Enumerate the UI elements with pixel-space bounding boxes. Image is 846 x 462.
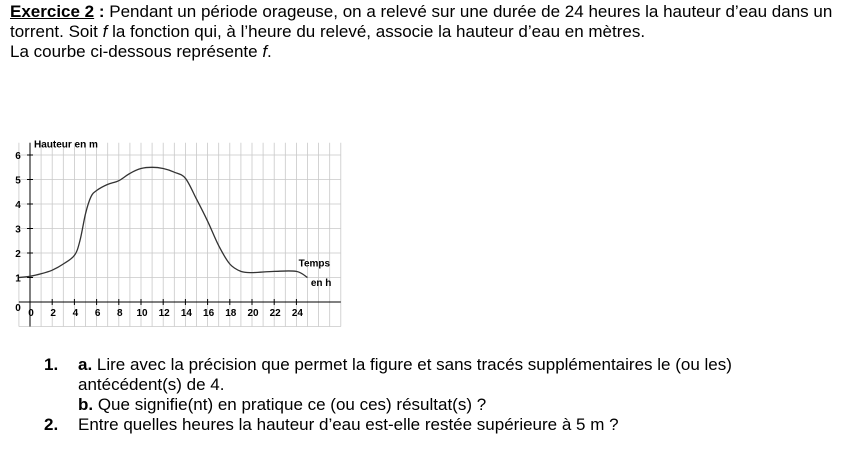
question-1 xyxy=(44,355,834,415)
y-tick-label: 3 xyxy=(15,224,21,236)
x-tick-label: 2 xyxy=(50,308,56,319)
x-tick-labels xyxy=(28,308,303,319)
exercise-title: Exercice 2 xyxy=(10,2,95,21)
exercise-colon: : xyxy=(94,2,110,21)
question-1a-label: a. xyxy=(78,355,93,374)
curve-text: La courbe ci-dessous représente xyxy=(10,42,263,61)
curve-statement xyxy=(10,42,840,62)
exercise-intro-rest: la fonction qui, à l’heure du relevé, associe la hauteur d’eau en mètres. xyxy=(107,22,646,41)
x-tick-label: 18 xyxy=(225,308,237,319)
chart-grid xyxy=(19,143,341,327)
x-tick-label: 22 xyxy=(269,308,281,319)
question-1-number: 1. xyxy=(44,355,59,374)
x-tick-label: 10 xyxy=(136,308,148,319)
x-tick-label: 0 xyxy=(28,308,34,319)
y-tick-label: 5 xyxy=(15,175,21,187)
y-axis-label: Hauteur en m xyxy=(34,139,98,151)
y-tick-label: 4 xyxy=(15,200,21,211)
x-tick-label: 6 xyxy=(94,308,101,319)
x-tick-label: 14 xyxy=(180,308,192,319)
function-name: f xyxy=(102,22,108,41)
x-axis-label-line1: Temps xyxy=(298,258,331,270)
curve-end: . xyxy=(267,42,272,61)
x-tick-label: 20 xyxy=(247,308,259,319)
x-tick-label: 16 xyxy=(203,308,215,319)
y-tick-labels xyxy=(15,151,21,314)
y-tick-label: 2 xyxy=(15,249,21,260)
question-1b-label: b. xyxy=(78,395,94,414)
question-2-text: Entre quelles heures la hauteur d’eau est-elle restée supérieure à 5 m ? xyxy=(78,415,619,434)
y-tick-label: 6 xyxy=(15,151,21,162)
y-tick-label: 1 xyxy=(15,273,21,285)
x-tick-label: 4 xyxy=(72,308,79,319)
question-1b-text: Que signifie(nt) en pratique ce (ou ces) résultat(s) ? xyxy=(93,395,487,414)
exercise-statement xyxy=(10,2,840,42)
exercise-intro xyxy=(10,2,840,62)
curve-function-name: f xyxy=(262,42,268,61)
questions xyxy=(44,355,834,435)
x-tick-label: 8 xyxy=(117,308,123,319)
y-tick-label: 0 xyxy=(15,303,21,314)
x-axis-label-line2: en h xyxy=(310,278,332,290)
x-tick-label: 12 xyxy=(158,308,170,319)
exercise-intro-text: Pendant un période orageuse, on a relevé sur une durée de 24 heures la hauteur d’eau dans un torrent. Soit xyxy=(10,2,833,41)
question-2 xyxy=(44,415,834,435)
question-1a-text: Lire avec la précision que permet la figure et sans tracés supplémentaires le (ou les) antécédent(s) de 4. xyxy=(78,355,732,394)
chart-axes xyxy=(19,143,341,327)
question-2-number: 2. xyxy=(44,415,59,434)
x-tick-label: 24 xyxy=(291,308,303,319)
water-height-chart xyxy=(8,122,388,332)
